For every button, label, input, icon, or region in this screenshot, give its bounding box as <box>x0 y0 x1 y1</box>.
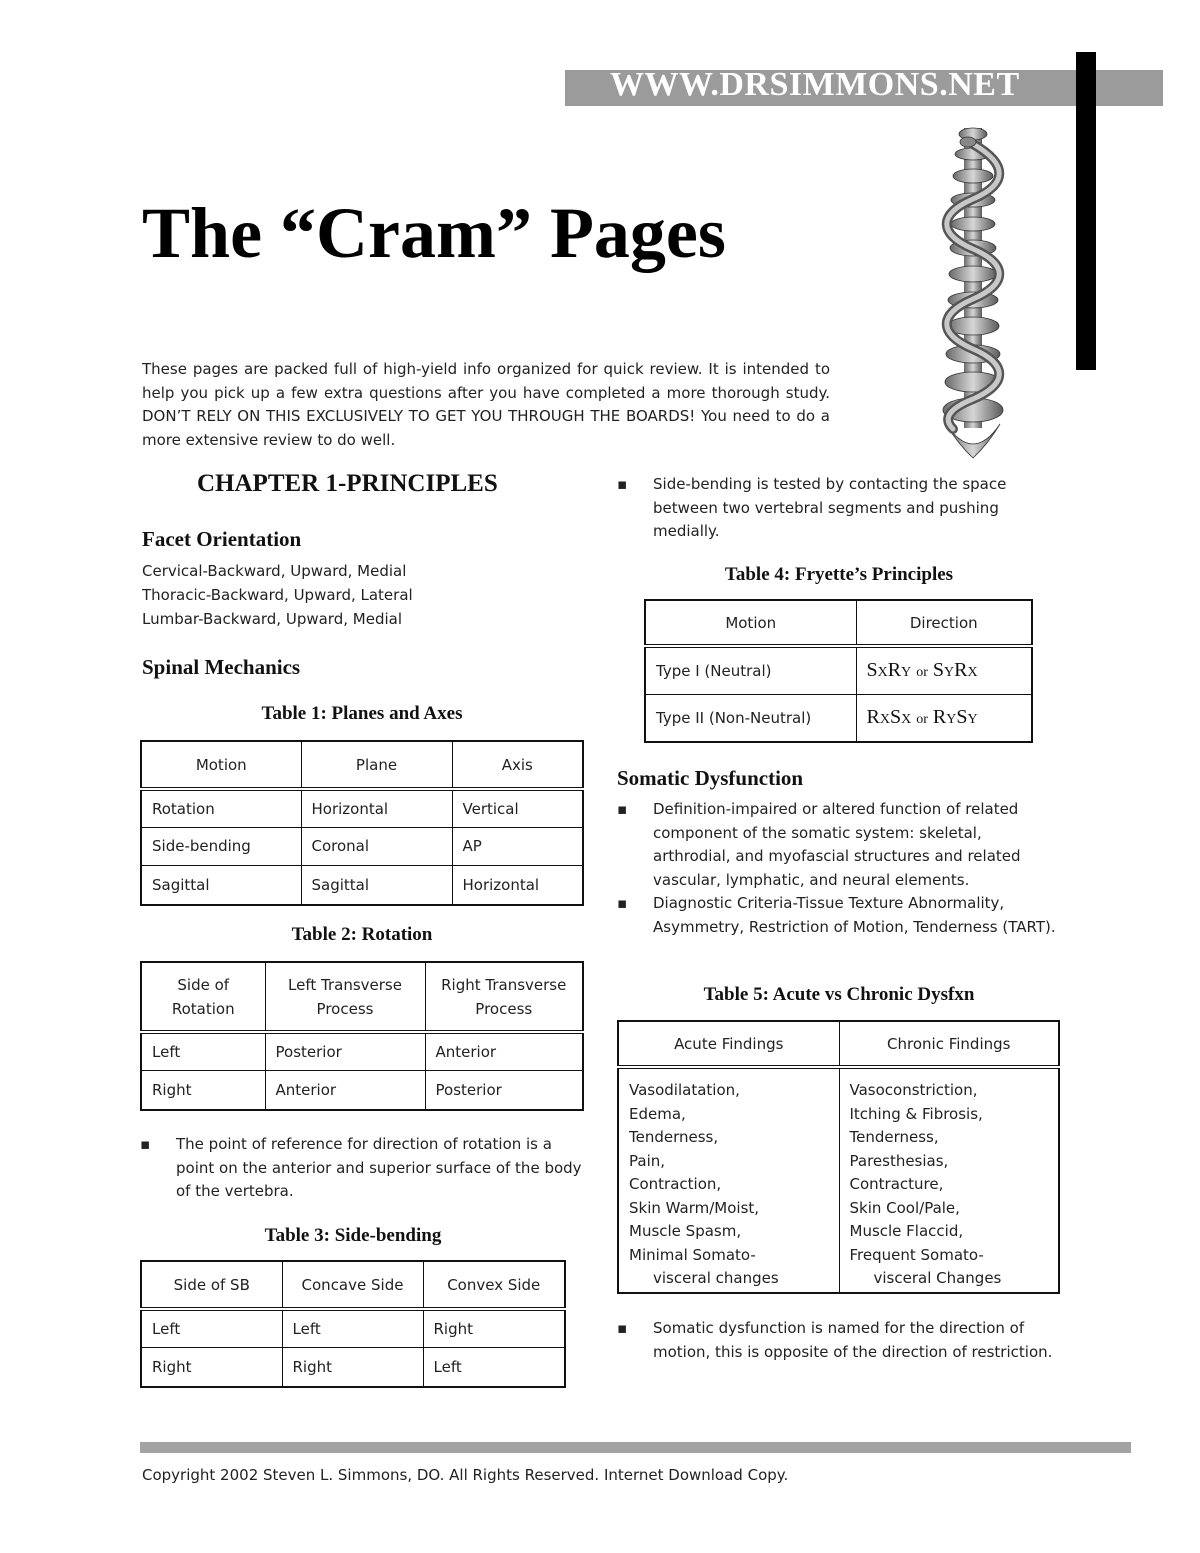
footer-rule <box>140 1442 1131 1453</box>
table-cell: Rotation <box>141 789 301 827</box>
fryette-direction-type1: SXRY or SYRX <box>856 646 1032 694</box>
table-cell: Posterior <box>425 1070 583 1110</box>
chronic-finding-item: Itching & Fibrosis, <box>849 1104 983 1123</box>
table-cell: Right <box>141 1347 282 1387</box>
somatic-dysfunction-heading: Somatic Dysfunction <box>617 766 804 790</box>
bullet-definition <box>617 798 1059 892</box>
table3-header: Side of SB <box>141 1261 282 1309</box>
chronic-finding-item: Vasoconstriction, <box>849 1081 978 1099</box>
table-cell: Right <box>282 1347 423 1387</box>
acute-finding-item: Skin Warm/Moist, <box>629 1198 760 1217</box>
facet-line-lumbar: Lumbar-Backward, Upward, Medial <box>142 610 402 628</box>
bullet-sidebend-test <box>617 473 1059 544</box>
acute-finding-item: Edema, <box>629 1104 686 1123</box>
table4-caption: Table 4: Fryette’s Principles <box>724 564 954 585</box>
bullet-marker: ▪ <box>617 894 628 912</box>
bullet-text: Diagnostic Criteria-Tissue Texture Abnormality, Asymmetry, Restriction of Motion, Tenderness (TART). <box>653 894 1056 936</box>
table-cell: Side-bending <box>141 827 301 865</box>
bullet-text: Definition-impaired or altered function of related component of the somatic system: skeletal, arthrodial, and myofascial structures and related vascular, lymphatic, and neural elements. <box>653 800 1021 889</box>
bullet-marker: ▪ <box>617 475 628 493</box>
vertical-rule <box>1076 52 1096 370</box>
chronic-finding-item: Muscle Flaccid, <box>849 1222 964 1240</box>
table-cell: Type II (Non-Neutral) <box>645 694 856 742</box>
table2-header: Right Transverse Process <box>425 962 583 1032</box>
spinal-mechanics-heading: Spinal Mechanics <box>142 655 301 679</box>
chronic-findings-list <box>839 1067 1059 1293</box>
table5-caption: Table 5: Acute vs Chronic Dysfxn <box>703 984 975 1005</box>
acute-finding-item: Tenderness, <box>629 1128 719 1146</box>
table2-caption: Table 2: Rotation <box>291 924 433 945</box>
fryette-direction-type2: RXSX or RYSY <box>856 694 1032 742</box>
bullet-text: Side-bending is tested by contacting the space between two vertebral segments and pushing medially. <box>653 475 1007 540</box>
table-cell: Right <box>141 1070 265 1110</box>
acute-finding-item: Pain, <box>629 1151 666 1170</box>
table2-header: Side of Rotation <box>141 962 265 1032</box>
table-cell: Posterior <box>265 1032 425 1070</box>
chronic-finding-item: Tenderness, <box>849 1128 939 1146</box>
table-cell: Right <box>423 1309 565 1347</box>
table-cell: Vertical <box>452 789 583 827</box>
table-cell: Sagittal <box>141 865 301 905</box>
facet-line-thoracic: Thoracic-Backward, Upward, Lateral <box>142 586 413 604</box>
table-cell: Anterior <box>425 1032 583 1070</box>
bullet-marker: ▪ <box>140 1135 151 1153</box>
table-cell: Horizontal <box>452 865 583 905</box>
chronic-finding-item: Skin Cool/Pale, <box>849 1198 960 1217</box>
table-acute-chronic <box>617 1020 1060 1294</box>
table-fryette-principles <box>644 599 1033 743</box>
acute-findings-list <box>618 1067 839 1293</box>
bullet-marker: ▪ <box>617 800 628 818</box>
table1-header: Plane <box>301 741 452 789</box>
table-planes-axes <box>140 740 584 906</box>
table5-header: Acute Findings <box>618 1021 839 1067</box>
copyright-notice: Copyright 2002 Steven L. Simmons, DO. All Rights Reserved. Internet Download Copy. <box>142 1466 789 1484</box>
table-cell: Left <box>423 1347 565 1387</box>
table-cell: Horizontal <box>301 789 452 827</box>
table3-header: Concave Side <box>282 1261 423 1309</box>
chronic-finding-item: Contracture, <box>849 1175 944 1193</box>
bullet-text: Somatic dysfunction is named for the direction of motion, this is opposite of the direction of restriction. <box>653 1319 1053 1361</box>
table-cell: AP <box>452 827 583 865</box>
table-row <box>645 646 1032 694</box>
chronic-finding-item: Frequent Somato- <box>849 1245 984 1264</box>
table-row <box>141 1347 565 1387</box>
table-row <box>141 827 583 865</box>
chronic-finding-item: visceral Changes <box>873 1269 1002 1287</box>
table-cell: Left <box>141 1032 265 1070</box>
intro-paragraph: These pages are packed full of high-yield info organized for quick review. It is intended to help you pick up a few extra questions after you have completed a more thorough study. DON’T RELY ON THIS EXCLUSIVELY TO GET YOU THROUGH THE BOARDS! You need to do a more extensive review to do well. <box>142 360 830 449</box>
bullet-marker: ▪ <box>617 1319 628 1337</box>
bullet-rotation-reference <box>140 1133 582 1204</box>
acute-finding-item: Contraction, <box>629 1175 722 1193</box>
facet-line-cervical: Cervical-Backward, Upward, Medial <box>142 562 407 580</box>
facet-orientation-heading: Facet Orientation <box>142 527 302 551</box>
bullet-text: The point of reference for direction of rotation is a point on the anterior and superior surface of the body of the vertebra. <box>176 1135 582 1200</box>
acute-finding-item: Muscle Spasm, <box>629 1222 742 1240</box>
bullet-dysfunction-naming <box>617 1317 1059 1364</box>
table3-header: Convex Side <box>423 1261 565 1309</box>
table-row <box>141 1070 583 1110</box>
website-url: WWW.DRSIMMONS.NET <box>610 66 1020 103</box>
table-cell: Sagittal <box>301 865 452 905</box>
table-rotation <box>140 961 584 1111</box>
table-row <box>141 1032 583 1070</box>
table3-caption: Table 3: Side-bending <box>264 1225 442 1246</box>
table-cell: Type I (Neutral) <box>645 646 856 694</box>
table-row <box>141 789 583 827</box>
table1-caption: Table 1: Planes and Axes <box>261 703 463 724</box>
chapter-heading: CHAPTER 1-PRINCIPLES <box>197 470 498 497</box>
table-row <box>645 694 1032 742</box>
table2-header: Left Transverse Process <box>265 962 425 1032</box>
page-title: The “Cram” Pages <box>142 193 726 273</box>
table-cell: Left <box>141 1309 282 1347</box>
table-row <box>141 1309 565 1347</box>
table-row <box>141 865 583 905</box>
acute-finding-item: Vasodilatation, <box>629 1081 740 1099</box>
table-row <box>618 1067 1059 1293</box>
table-cell: Coronal <box>301 827 452 865</box>
bullet-diagnostic-criteria <box>617 892 1059 939</box>
chronic-finding-item: Paresthesias, <box>849 1151 949 1170</box>
table1-header: Axis <box>452 741 583 789</box>
table-cell: Anterior <box>265 1070 425 1110</box>
table5-header: Chronic Findings <box>839 1021 1059 1067</box>
table1-header: Motion <box>141 741 301 789</box>
table-cell: Left <box>282 1309 423 1347</box>
spine-serpent-illustration <box>928 124 1018 460</box>
table4-header: Direction <box>856 600 1032 646</box>
table-side-bending <box>140 1260 566 1388</box>
acute-finding-item: Minimal Somato- <box>629 1245 756 1264</box>
acute-finding-item: visceral changes <box>653 1269 779 1287</box>
table4-header: Motion <box>645 600 856 646</box>
